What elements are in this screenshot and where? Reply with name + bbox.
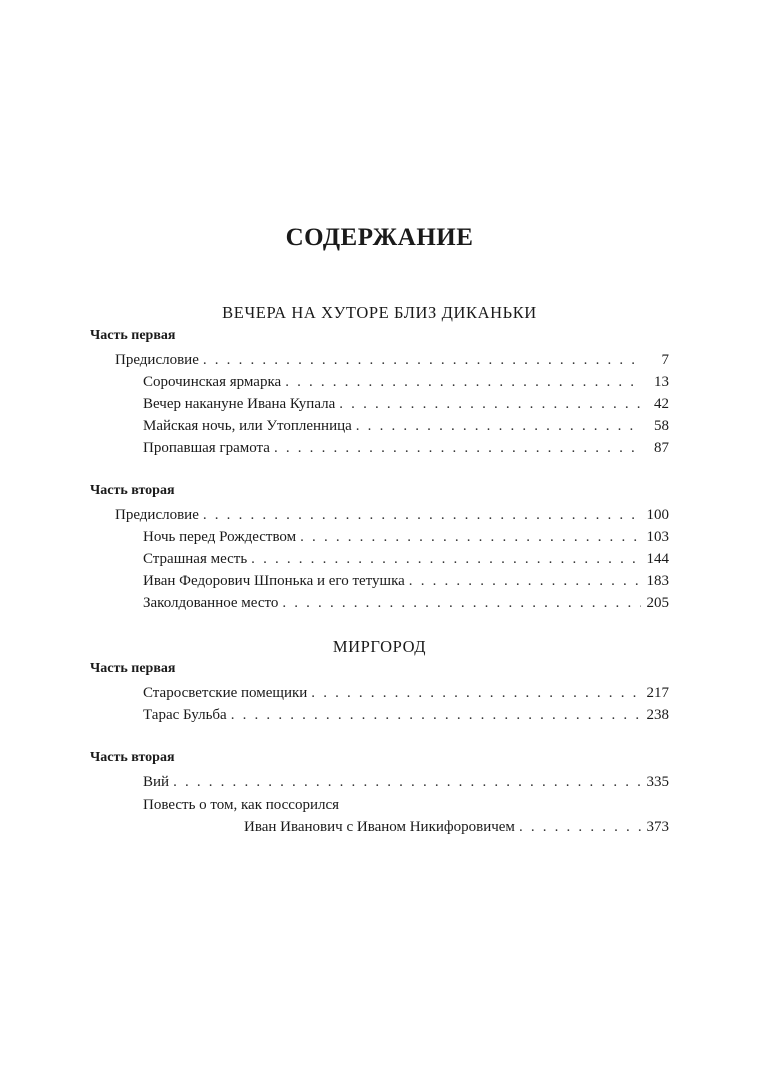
toc-entry-title: Пропавшая грамота [143,440,270,456]
toc-entry-title: Майская ночь, или Утопленница [143,418,352,434]
toc-entry[interactable] [143,372,669,392]
toc-entry-page: 373 [646,819,669,835]
toc-entry-page: 13 [654,374,669,390]
dot-leader [274,438,641,458]
toc-entry-page: 58 [654,418,669,434]
dot-leader [173,772,640,792]
toc-entry-title: Страшная месть [143,551,248,567]
dot-leader [409,571,641,591]
toc-entry-page: 205 [646,595,669,611]
toc-entry[interactable] [143,394,669,414]
toc-entry-page: 100 [646,507,669,523]
toc-entry-title: Иван Федорович Шпонька и его тетушка [143,573,405,589]
toc-entry-title: Иван Иванович с Иваном Никифоровичем [244,819,515,835]
toc-entry-page: 42 [654,396,669,412]
toc-entry-title: Заколдованное место [143,595,279,611]
toc-entry[interactable] [143,705,669,725]
dot-leader [311,683,640,703]
toc-entry[interactable] [244,817,669,837]
toc-entry-title: Предисловие [115,507,199,523]
dot-leader [300,527,640,547]
toc-entry-page: 183 [646,573,669,589]
part-heading: Часть первая [90,661,176,676]
toc-entry-first-line[interactable]: Повесть о том, как поссорился [143,797,340,813]
toc-entry-title: Тарас Бульба [143,707,227,723]
part-heading: Часть вторая [90,750,175,765]
dot-leader [285,372,641,392]
toc-entry[interactable] [143,772,669,792]
toc-entry-page: 335 [646,774,669,790]
toc-entry-title: Вечер накануне Ивана Купала [143,396,336,412]
dot-leader [519,817,641,837]
toc-entry-page: 144 [646,551,669,567]
dot-leader [231,705,641,725]
book-heading-dikanka: ВЕЧЕРА НА ХУТОРЕ БЛИЗ ДИКАНЬКИ [222,303,537,322]
toc-entry[interactable] [115,505,669,525]
dot-leader [203,350,641,370]
toc-entry[interactable] [115,350,669,370]
toc-entry[interactable] [143,527,669,547]
part-heading: Часть первая [90,328,176,343]
dot-leader [251,549,640,569]
toc-entry-title: Сорочинская ярмарка [143,374,282,390]
toc-entry-page: 238 [646,707,669,723]
toc-entry[interactable] [143,416,669,436]
toc-entry-page: 7 [661,352,669,368]
toc-entry-page: 103 [646,529,669,545]
dot-leader [282,593,640,613]
toc-entry[interactable] [143,438,669,458]
toc-entry-page: 217 [646,685,669,701]
page-title: СОДЕРЖАНИЕ [285,224,474,251]
dot-leader [203,505,641,525]
toc-entry[interactable] [143,571,669,591]
dot-leader [339,394,641,414]
part-heading: Часть вторая [90,483,175,498]
toc-entry-title: Предисловие [115,352,199,368]
dot-leader [356,416,641,436]
toc-entry-title: Старосветские помещики [143,685,308,701]
toc-entry[interactable] [143,593,669,613]
toc-entry[interactable] [143,549,669,569]
book-heading-mirgorod: МИРГОРОД [332,637,427,656]
toc-entry-title: Вий [143,774,170,790]
toc-entry-title: Ночь перед Рождеством [143,529,297,545]
toc-entry-page: 87 [654,440,669,456]
toc-entry[interactable] [143,683,669,703]
